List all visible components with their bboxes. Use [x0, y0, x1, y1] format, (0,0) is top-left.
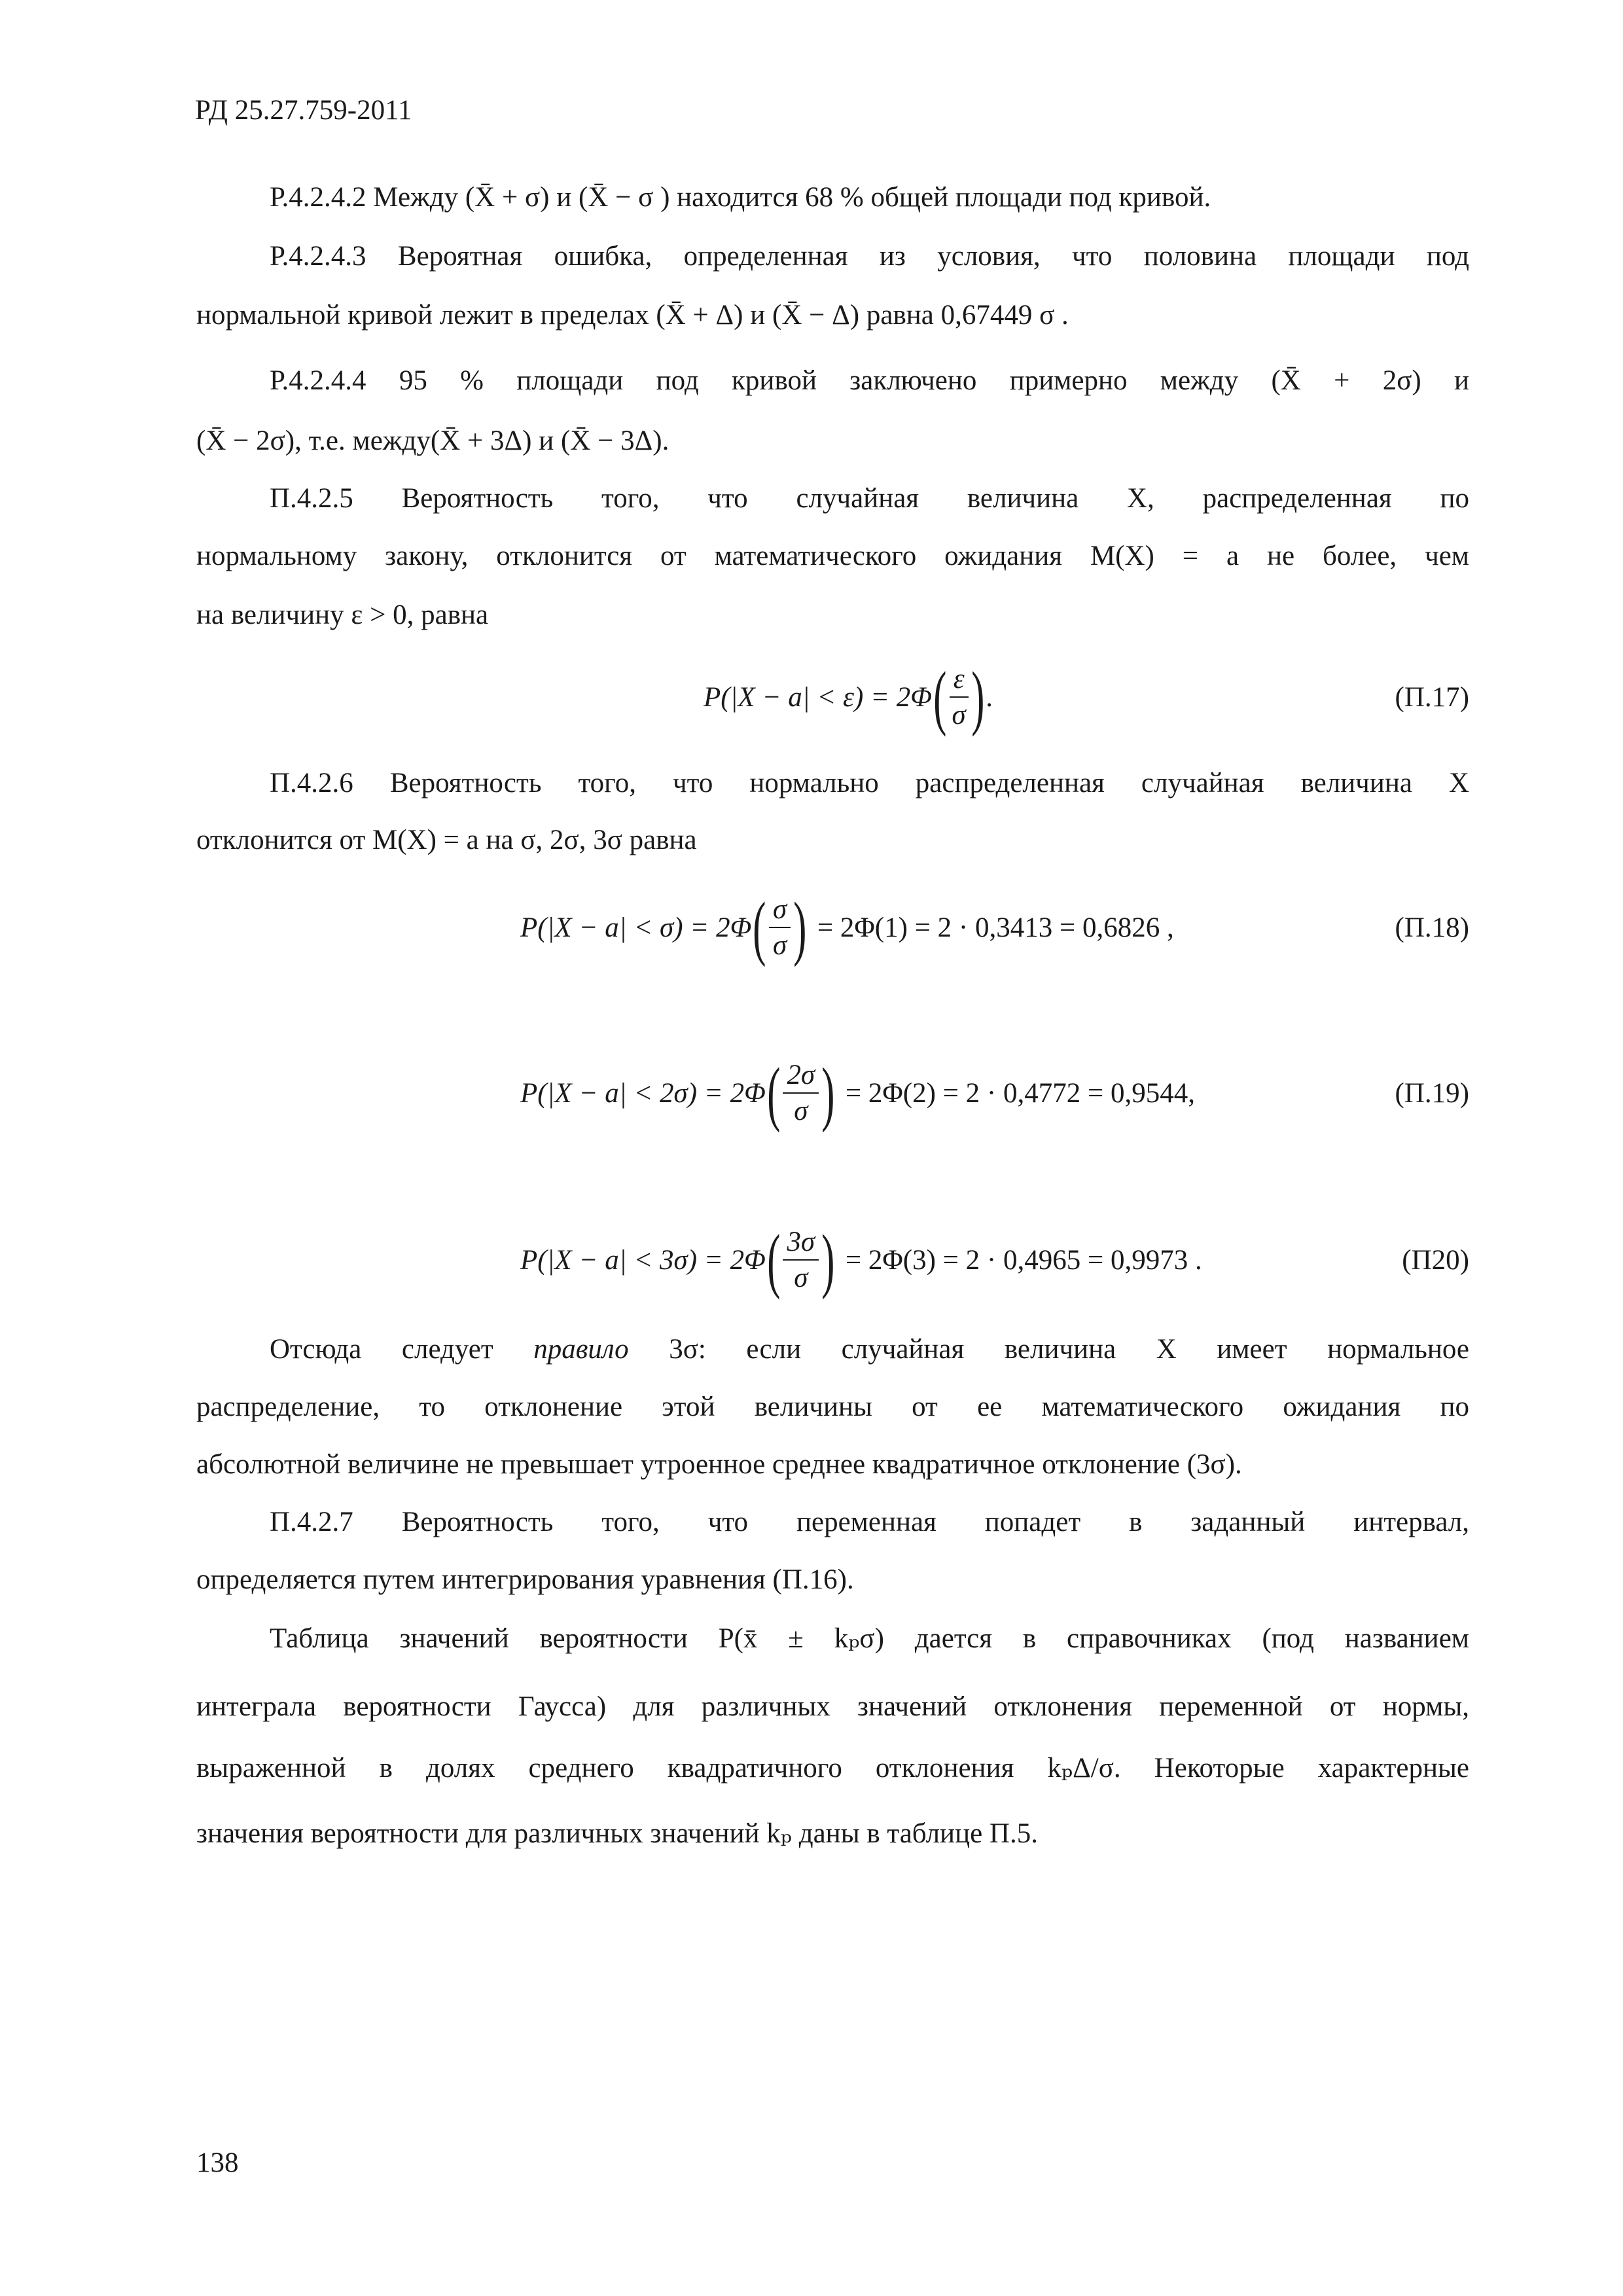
equation-lhs: P(|X − a| < 2σ) = 2Φ — [520, 1077, 766, 1109]
paragraph-line: значения вероятности для различных значений kₚ даны в таблице П.5. — [196, 1818, 1038, 1849]
paragraph-p-4-2-6 — [196, 769, 1469, 797]
equation-lhs: P(|X − a| < 3σ) = 2Φ — [520, 1244, 766, 1276]
fraction-denominator: σ — [772, 930, 787, 961]
paragraph-table-intro-cont1 — [196, 1693, 1469, 1721]
emphasis-rule: правило — [533, 1334, 629, 1365]
fraction-numerator: 3σ — [783, 1227, 819, 1261]
paragraph-p-4-2-5-cont2 — [196, 601, 1469, 629]
equation-lhs: P(|X − a| < ε) = 2Φ — [704, 681, 933, 713]
paragraph-line: Р.4.2.4.2 Между (X̄ + σ) и (X̄ − σ ) находится 68 % общей площади под кривой. — [270, 182, 1211, 213]
fraction — [783, 1227, 819, 1293]
fraction-numerator: 2σ — [783, 1060, 819, 1094]
right-paren: ) — [793, 887, 807, 967]
paragraph-line: П.4.2.6 Вероятность того, что нормально распределенная случайная величина X — [270, 768, 1469, 798]
paragraph-line: (X̄ − 2σ), т.е. между(X̄ + 3Δ) и (X̄ − 3Δ). — [196, 425, 669, 456]
paragraph-line: отклонится от M(X) = a на σ, 2σ, 3σ равна — [196, 825, 697, 855]
left-paren: ( — [767, 1219, 781, 1300]
fraction-numerator: σ — [769, 895, 791, 928]
paragraph-line: нормальной кривой лежит в пределах (X̄ + Δ) и (X̄ − Δ) равна 0,67449 σ . — [196, 300, 1069, 331]
paragraph-rule-3-sigma-cont1 — [196, 1393, 1469, 1421]
equation-lhs: P(|X − a| < σ) = 2Φ — [520, 912, 752, 943]
equation-p18 — [520, 885, 1174, 970]
paragraph-rule-3-sigma-cont2 — [196, 1450, 1469, 1479]
equation-rhs: = 2Φ(1) = 2 · 0,3413 = 0,6826 , — [817, 912, 1174, 943]
paragraph-text: 3σ: если случайная величина X имеет нормальное — [628, 1334, 1470, 1365]
paragraph-line: нормальному закону, отклонится от математического ожидания M(X) = a не более, чем — [196, 541, 1469, 571]
paragraph-p-4-2-4-2 — [196, 183, 1469, 211]
equation-rhs: = 2Φ(2) = 2 · 0,4772 = 0,9544, — [845, 1077, 1195, 1109]
paragraph-line: абсолютной величине не превышает утроенное среднее квадратичное отклонение (3σ). — [196, 1449, 1242, 1480]
equation-rhs: = 2Φ(3) = 2 · 0,4965 = 0,9973 . — [845, 1244, 1202, 1276]
equation-label-p19: (П.19) — [1395, 1077, 1469, 1109]
paragraph-line: выраженной в долях среднего квадратичного отклонения kₚΔ/σ. Некоторые характерные — [196, 1753, 1469, 1784]
paragraph-line — [196, 1335, 1469, 1363]
page-number: 138 — [196, 2147, 239, 2178]
paragraph-p-4-2-5-cont1 — [196, 542, 1469, 570]
paragraph-p-4-2-4-4 — [196, 367, 1469, 395]
paragraph-table-intro-cont2 — [196, 1754, 1469, 1782]
paragraph-p-4-2-4-3-cont — [196, 301, 1469, 329]
paragraph-p-4-2-5 — [196, 484, 1469, 512]
paragraph-line: Таблица значений вероятности P(x̄ ± kₚσ) дается в справочниках (под названием — [270, 1623, 1469, 1654]
equation-p17 — [704, 655, 993, 740]
paragraph-line: определяется путем интегрирования уравнения (П.16). — [196, 1564, 854, 1595]
paragraph-text: Отсюда следует — [270, 1334, 534, 1365]
paragraph-line: Р.4.2.4.4 95 % площади под кривой заключено примерно между (X̄ + 2σ) и — [270, 365, 1469, 396]
paragraph-line: П.4.2.7 Вероятность того, что переменная попадет в заданный интервал, — [270, 1507, 1469, 1537]
paragraph-line: интеграла вероятности Гаусса) для различных значений отклонения переменной от нормы, — [196, 1691, 1469, 1722]
right-paren: ) — [821, 1052, 835, 1133]
paragraph-line: распределение, то отклонение этой величины от ее математического ожидания по — [196, 1391, 1469, 1422]
right-paren: ) — [971, 656, 985, 737]
left-paren: ( — [933, 656, 947, 737]
fraction-numerator: ε — [950, 664, 969, 698]
fraction-denominator: σ — [794, 1263, 808, 1293]
fraction-denominator: σ — [952, 700, 966, 730]
paragraph-line: на величину ε > 0, равна — [196, 600, 489, 630]
paragraph-p-4-2-4-3 — [196, 242, 1469, 270]
fraction — [783, 1060, 819, 1126]
paragraph-line: П.4.2.5 Вероятность того, что случайная величина X, распределенная по — [270, 483, 1469, 514]
equation-rhs: . — [986, 681, 993, 713]
paragraph-p-4-2-7-cont — [196, 1566, 1469, 1594]
paragraph-line: Р.4.2.4.3 Вероятная ошибка, определенная из условия, что половина площади под — [270, 241, 1469, 272]
fraction — [769, 895, 791, 960]
left-paren: ( — [753, 887, 766, 967]
paragraph-p-4-2-6-cont — [196, 826, 1469, 854]
equation-p20 — [520, 1217, 1202, 1302]
document-code: РД 25.27.759-2011 — [195, 95, 412, 126]
right-paren: ) — [821, 1219, 835, 1300]
equation-label-p18: (П.18) — [1395, 912, 1469, 943]
fraction — [950, 664, 969, 730]
equation-label-p20: (П20) — [1402, 1244, 1469, 1276]
paragraph-table-intro — [196, 1624, 1469, 1653]
paragraph-table-intro-cont3 — [196, 1820, 1469, 1848]
equation-label-p17: (П.17) — [1395, 681, 1469, 713]
fraction-denominator: σ — [794, 1096, 808, 1126]
left-paren: ( — [767, 1052, 781, 1133]
paragraph-p-4-2-4-4-cont — [196, 427, 1469, 455]
equation-p19 — [520, 1050, 1195, 1136]
paragraph-rule-3-sigma — [196, 1335, 1469, 1363]
paragraph-p-4-2-7 — [196, 1508, 1469, 1536]
